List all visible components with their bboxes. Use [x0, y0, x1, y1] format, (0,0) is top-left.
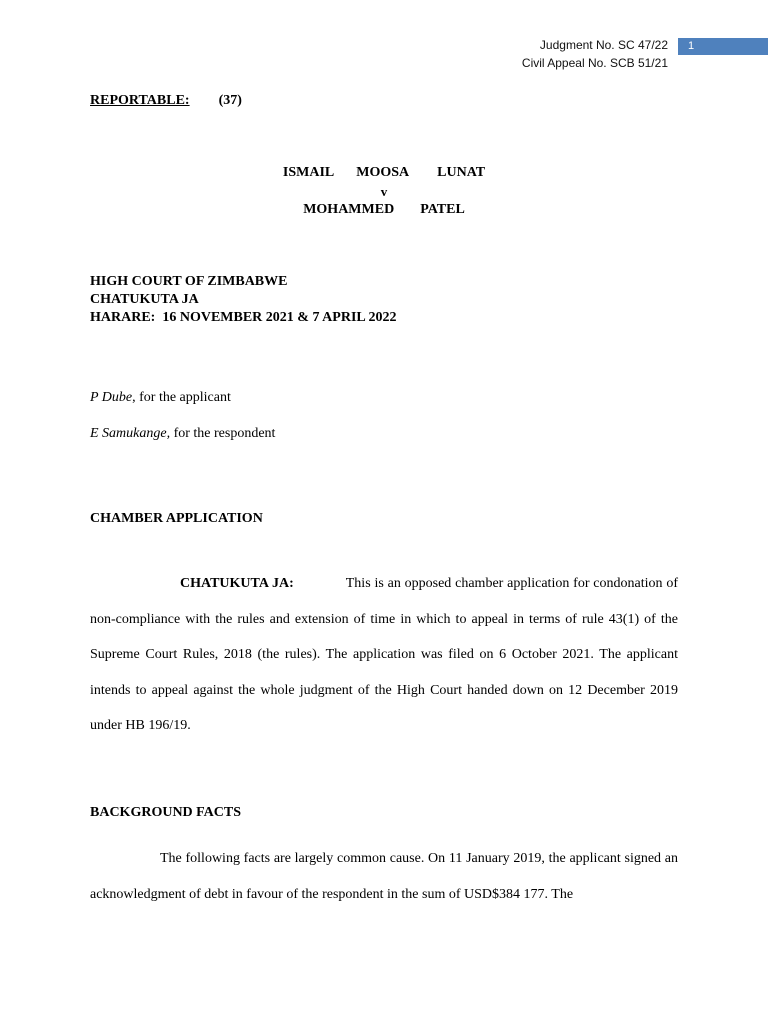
applicant-first-name: ISMAIL — [282, 165, 335, 180]
respondent-name — [0, 202, 768, 218]
page-number-tab: 1 — [678, 38, 768, 55]
background-facts-heading: BACKGROUND FACTS — [90, 805, 242, 820]
reportable-number: (37) — [218, 93, 242, 108]
applicant-name — [0, 165, 768, 181]
reportable-label: REPORTABLE: — [90, 93, 190, 108]
respondent-first-name: MOHAMMED — [303, 202, 395, 217]
civil-appeal-number: Civil Appeal No. SCB 51/21 — [521, 56, 668, 70]
counsel-applicant-name: P Dube — [90, 390, 133, 405]
court-judge: CHATUKUTA JA — [90, 292, 199, 307]
applicant-last-name: LUNAT — [437, 165, 486, 180]
paragraph-1-text: This is an opposed chamber application for condonation of non-compliance with the rules and extension of time in which to appeal in terms of rule 43(1) of the Supreme Court Rules, 2018 (the rules). The application was filed on 6 October 2021. The applicant intends to appeal against the whole judgment of the High Court handed down on 12 December 2019 under HB 196/19. — [90, 576, 678, 733]
counsel-respondent — [90, 426, 275, 442]
counsel-respondent-role: for the respondent — [170, 426, 276, 441]
versus: v — [380, 184, 388, 199]
court-block — [90, 273, 396, 327]
opening-paragraph — [90, 566, 678, 744]
counsel-applicant — [90, 390, 231, 406]
judge-label: CHATUKUTA JA: — [180, 576, 294, 591]
chamber-application-heading: CHAMBER APPLICATION — [90, 511, 263, 526]
court-name: HIGH COURT OF ZIMBABWE — [90, 274, 288, 289]
judgment-number: Judgment No. SC 47/22 — [539, 38, 668, 52]
respondent-last-name: PATEL — [420, 202, 465, 217]
applicant-middle-name: MOOSA — [356, 165, 410, 180]
reportable-line — [90, 93, 242, 109]
counsel-applicant-role: , for the applicant — [132, 390, 231, 405]
court-place-dates: HARARE: 16 NOVEMBER 2021 & 7 APRIL 2022 — [90, 310, 397, 325]
background-paragraph — [90, 841, 678, 912]
counsel-respondent-name: E Samukange, — [90, 426, 171, 441]
paragraph-2-text: The following facts are largely common cause. On 11 January 2019, the applicant signed an acknowledgment of debt in favour of the respondent in the sum of USD$384 177. The — [90, 851, 678, 902]
